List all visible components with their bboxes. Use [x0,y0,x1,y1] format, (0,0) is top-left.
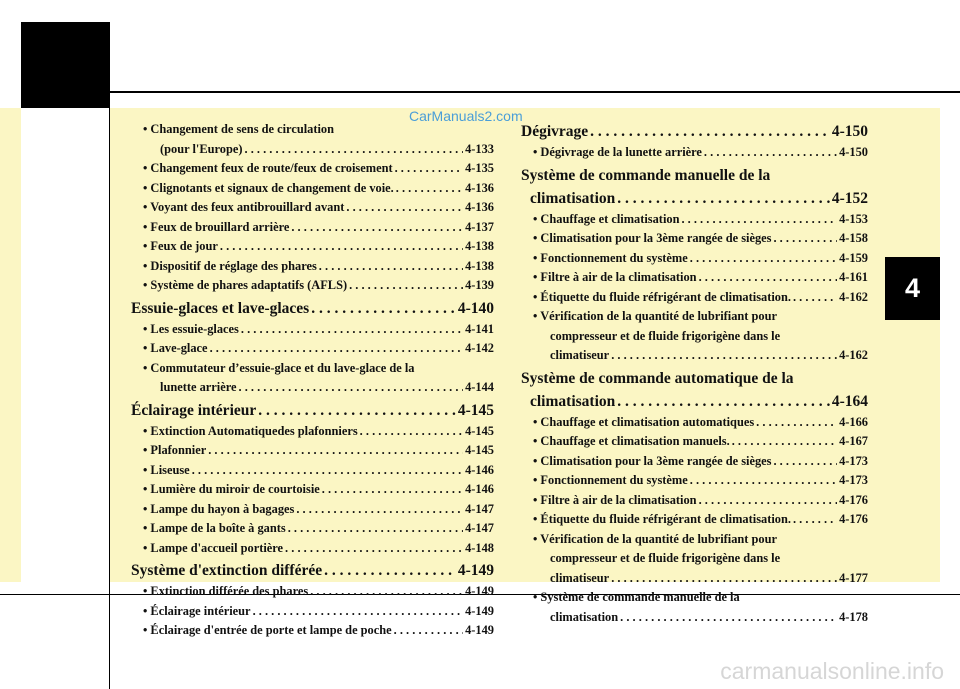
toc-entry-title: • Feux de brouillard arrière [143,219,290,234]
toc-entry-title: • Chauffage et climatisation [533,211,680,226]
toc-entry-page: 4-161 [839,270,868,284]
toc-entry-page: 4-147 [465,501,494,516]
toc-entry-title: • Climatisation pour la 3ème rangée de sièges [533,453,772,468]
toc-heading-title: Dégivrage [521,123,589,140]
toc-entry-page: 4-178 [839,609,868,624]
toc-entry-title: • Extinction différée des phares [143,584,309,598]
toc-entry-title: • Étiquette du fluide réfrigérant de climatisation. [533,289,791,304]
toc-leader [324,559,456,582]
toc-entry-line[interactable]: • Commutateur d’essuie-glace et du lave-glace de la [143,360,415,375]
toc-entry[interactable] [521,268,868,288]
toc-heading-page: 4-145 [457,401,494,419]
toc-entry[interactable] [131,140,494,160]
toc-entry[interactable] [131,339,494,359]
toc-section-heading[interactable] [521,390,868,413]
toc-entry-line[interactable]: • Changement de sens de circulation [143,122,335,136]
toc-left-column [131,120,494,641]
toc-entry-page: 4-145 [465,443,494,457]
toc-heading-page: 4-150 [831,123,868,140]
toc-leader [210,339,464,359]
toc-leader [617,390,830,413]
toc-entry-title: • Dispositif de réglage des phares [143,258,317,273]
toc-entry-page: 4-176 [839,512,868,526]
toc-entry-title: • Filtre à air de la climatisation [533,270,697,284]
toc-leader [732,432,837,452]
header-rule [110,91,960,93]
toc-heading-title: climatisation [530,189,616,207]
toc-entry-page: 4-144 [465,380,494,394]
toc-leader [620,608,837,628]
toc-entry-page: 4-146 [465,482,494,496]
toc-entry-line[interactable]: compresseur et de fluide frigorigène dans le [550,551,781,565]
left-vertical-rule [109,108,110,689]
toc-entry-page: 4-149 [465,603,494,618]
toc-entry-title: • Dégivrage de la lunette arrière [533,145,702,159]
toc-section-heading[interactable] [521,120,868,143]
toc-entry-page: 4-159 [839,250,868,265]
toc-entry-page: 4-138 [465,258,494,273]
toc-leader [611,569,837,589]
toc-entry[interactable] [521,210,868,230]
toc-entry-title: • Voyant des feux antibrouillard avant [143,200,345,214]
toc-entry[interactable] [131,602,494,622]
toc-entry-page: 4-166 [839,414,868,429]
toc-leader [310,582,463,602]
toc-entry[interactable] [521,413,868,433]
toc-entry-page: 4-173 [839,473,868,487]
toc-entry-page: 4-173 [839,453,868,468]
toc-entry-title: • Étiquette du fluide réfrigérant de climatisation. [533,512,791,526]
toc-entry-title: • Lampe d'accueil portière [143,540,284,555]
toc-heading-title: Éclairage intérieur [131,401,257,419]
toc-entry[interactable] [131,500,494,520]
toc-entry[interactable] [131,422,494,442]
toc-entry[interactable] [131,276,494,296]
toc-entry-page: 4-162 [839,289,868,304]
toc-entry-line[interactable]: • Système de commande manuelle de la [533,590,740,604]
toc-entry[interactable] [521,229,868,249]
toc-heading-page: 4-149 [457,562,494,579]
toc-entry[interactable] [521,608,868,628]
toc-entry[interactable] [131,237,494,257]
toc-leader [253,602,464,622]
toc-entry-page: 4-137 [465,219,494,234]
toc-leader [258,399,456,422]
toc-entry-line[interactable]: • Vérification de la quantité de lubrifiant pour [533,309,778,323]
toc-section-heading-line[interactable]: Système de commande automatique de la [521,369,794,387]
toc-leader [793,510,837,530]
toc-leader [239,378,464,398]
toc-leader [360,422,463,442]
toc-leader [773,452,837,472]
toc-entry-title: • Chauffage et climatisation manuels. [533,434,730,448]
toc-entry-title: • Climatisation pour la 3ème rangée de sièges [533,231,772,245]
toc-entry-title: climatiseur [550,348,610,362]
toc-entry[interactable] [131,257,494,277]
toc-entry[interactable] [131,179,494,199]
toc-entry-title: • Lampe du hayon à bagages [143,501,295,516]
toc-entry-title: • Feux de jour [143,239,218,253]
toc-entry-title: lunette arrière [160,380,237,394]
toc-leader [699,491,838,511]
toc-entry-title: • Changement feux de route/feux de croisement [143,161,393,175]
toc-right-column [521,120,868,627]
toc-entry-title: • Fonctionnement du système [533,473,688,487]
toc-leader [192,461,463,481]
toc-entry[interactable] [131,519,494,539]
toc-entry-page: 4-148 [465,540,494,555]
toc-entry-title: • Fonctionnement du système [533,250,688,265]
toc-entry[interactable] [521,471,868,491]
toc-entry-title: • Clignotants et signaux de changement de voie. [143,180,394,195]
watermark-bottom: carmanualsonline.info [720,658,944,684]
toc-entry[interactable] [131,621,494,641]
toc-entry[interactable] [131,378,494,398]
toc-entry-page: 4-141 [465,321,494,336]
toc-entry-page: 4-167 [839,434,868,448]
toc-entry[interactable] [131,320,494,340]
toc-entry-page: 4-133 [465,141,494,156]
toc-entry-title: • Lave-glace [143,341,208,355]
toc-entry[interactable] [521,452,868,472]
toc-entry[interactable] [521,491,868,511]
toc-entry[interactable] [131,198,494,218]
toc-entry-page: 4-136 [465,200,494,214]
toc-leader [611,346,837,366]
toc-entry-page: 4-177 [839,570,868,585]
toc-entry[interactable] [131,539,494,559]
toc-entry-line[interactable]: compresseur et de fluide frigorigène dans le [550,328,781,343]
toc-section-heading[interactable] [131,399,494,422]
toc-entry[interactable] [131,441,494,461]
toc-entry-title: • Éclairage d'entrée de porte et lampe de poche [143,623,392,637]
toc-entry-title: • Éclairage intérieur [143,603,251,618]
toc-leader [590,120,830,143]
toc-leader [773,229,837,249]
toc-entry[interactable] [131,218,494,238]
margin-strip [0,108,21,582]
toc-entry-page: 4-146 [465,462,494,477]
toc-leader [245,140,464,160]
toc-leader [241,320,463,340]
toc-entry-title: climatisation [550,609,619,624]
corner-black-block [21,22,110,108]
toc-entry[interactable] [521,346,868,366]
toc-leader [704,143,837,163]
toc-entry-page: 4-142 [465,341,494,355]
toc-entry-title: climatiseur [550,570,610,585]
toc-leader [285,539,463,559]
toc-entry-page: 4-162 [839,348,868,362]
toc-leader [793,288,837,308]
toc-entry[interactable] [131,461,494,481]
toc-leader [319,257,463,277]
toc-entry[interactable] [131,480,494,500]
toc-entry-title: (pour l'Europe) [160,141,243,156]
toc-entry[interactable] [131,159,494,179]
toc-heading-title: Système d'extinction différée [131,562,323,579]
toc-heading-page: 4-140 [457,299,494,317]
toc-entry[interactable] [521,288,868,308]
toc-leader [681,210,837,230]
toc-entry-line[interactable]: • Vérification de la quantité de lubrifiant pour [533,531,778,546]
toc-entry-page: 4-158 [839,231,868,245]
toc-leader [394,621,463,641]
toc-heading-page: 4-164 [831,392,868,410]
toc-entry[interactable] [521,249,868,269]
toc-entry-title: • Chauffage et climatisation automatiques [533,414,755,429]
toc-entry-title: • Lampe de la boîte à gants [143,521,286,535]
toc-heading-page: 4-152 [831,189,868,207]
toc-heading-title: climatisation [530,392,616,410]
toc-leader [349,276,463,296]
toc-leader [396,179,463,199]
chapter-tab[interactable]: 4 [885,257,940,320]
toc-heading-title: Essuie-glaces et lave-glaces [131,299,310,317]
toc-leader [756,413,837,433]
toc-leader [311,297,456,320]
toc-section-heading[interactable] [521,187,868,210]
toc-entry-title: • Liseuse [143,462,190,477]
toc-entry-page: 4-136 [465,180,494,195]
toc-leader [690,471,837,491]
toc-section-heading[interactable] [131,559,494,582]
toc-entry-title: • Système de phares adaptatifs (AFLS) [143,278,348,292]
toc-entry-page: 4-135 [465,161,494,175]
toc-leader [699,268,838,288]
toc-leader [395,159,463,179]
toc-entry-page: 4-149 [465,584,494,598]
toc-entry[interactable] [131,582,494,602]
toc-section-heading[interactable] [131,297,494,320]
toc-entry-title: • Lumière du miroir de courtoisie [143,482,320,496]
toc-entry-page: 4-149 [465,623,494,637]
toc-entry-title: • Les essuie-glaces [143,321,239,336]
toc-leader [208,441,463,461]
toc-leader [288,519,463,539]
toc-leader [346,198,463,218]
toc-entry[interactable] [521,510,868,530]
toc-entry[interactable] [521,432,868,452]
toc-entry-title: • Plafonnier [143,443,207,457]
toc-entry[interactable] [521,143,868,163]
watermark-top: CarManuals2.com [409,108,523,124]
toc-entry-page: 4-147 [465,521,494,535]
toc-leader [617,187,830,210]
toc-entry-title: • Extinction Automatiquedes plafonniers [143,423,358,438]
toc-leader [220,237,463,257]
toc-entry-page: 4-176 [839,492,868,507]
toc-entry-page: 4-145 [465,423,494,438]
toc-leader [291,218,463,238]
toc-entry-page: 4-138 [465,239,494,253]
toc-entry[interactable] [521,569,868,589]
toc-leader [690,249,837,269]
toc-leader [322,480,463,500]
toc-entry-title: • Filtre à air de la climatisation [533,492,697,507]
toc-entry-page: 4-139 [465,278,494,292]
toc-entry-page: 4-150 [839,145,868,159]
toc-section-heading-line[interactable]: Système de commande manuelle de la [521,166,771,184]
toc-entry-page: 4-153 [839,211,868,226]
toc-leader [296,500,463,520]
